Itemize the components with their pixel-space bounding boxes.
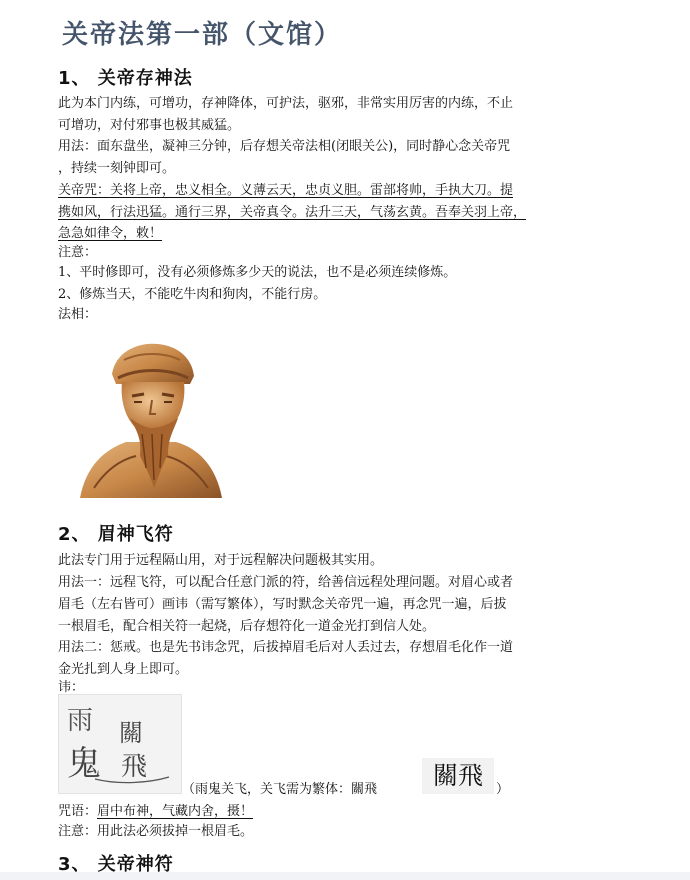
seal-char-rain: 雨 xyxy=(67,706,94,736)
handwritten-seal-image xyxy=(58,694,182,794)
section2-method1-line3: 一根眉毛，配合相关符一起烧，后存想符化一道金光打到信人处。 xyxy=(58,619,436,634)
document-title: 关帝法第一部（文馆） xyxy=(62,20,343,50)
section1-intro-line1: 此为本门内练，可增功，存神降体，可护法，驱邪，非常实用厉害的内练，不止 xyxy=(58,96,514,111)
section1-intro-line2: 可增功，对付邪事也极其威猛。 xyxy=(58,118,241,133)
section2-mantra-text: 咒语：眉中布神，气藏内舍，摄！ xyxy=(58,804,254,819)
section3-heading: 3、 关帝神符 xyxy=(58,854,174,872)
section1-heading: 1、 关帝存神法 xyxy=(58,68,193,89)
seal-caption: （雨鬼关飞，关飞需为繁体：關飛 xyxy=(182,782,378,797)
section1-mantra-line1: 关帝咒：关将上帝，忠义相全。义薄云天，忠贞义胆。雷部将帅，手执大刀。提 xyxy=(58,183,514,198)
section1-note-1: 1、平时修即可，没有必须修炼多少天的说法，也不是必须连续修炼。 xyxy=(58,265,457,280)
seal-char-fei: 飛 xyxy=(121,752,148,782)
section1-mantra-line3: 急急如律令，敕！ xyxy=(58,226,163,241)
section2-intro: 此法专门用于远程隔山用，对于远程解决问题极其实用。 xyxy=(58,553,384,568)
section1-method-line2: ，持续一刻钟即可。 xyxy=(58,161,176,176)
section2-heading: 2、 眉神飞符 xyxy=(58,524,174,545)
section2-note: 注意：用此法必须拔掉一根眉毛。 xyxy=(58,824,254,839)
section2-method1-line1: 用法一：远程飞符，可以配合任意门派的符，给善信远程处理问题。对眉心或者 xyxy=(58,575,514,590)
section2-method2-line2: 金光扎到人身上即可。 xyxy=(58,662,189,677)
traditional-chars-image: 關飛 xyxy=(422,758,494,794)
section1-method-line1: 用法：面东盘坐，凝神三分钟，后存想关帝法相(闭眼关公)，同时静心念关帝咒 xyxy=(58,139,511,154)
seal-caption-close: ） xyxy=(496,782,510,797)
section1-note-2: 2、修炼当天，不能吃牛肉和狗肉，不能行房。 xyxy=(58,287,327,302)
seal-char-ghost: 鬼 xyxy=(67,744,101,784)
section1-notes-label: 注意： xyxy=(58,245,98,260)
section2-mantra xyxy=(58,801,658,823)
section2-seal-label: 讳： xyxy=(58,680,85,695)
section1-image-label: 法相： xyxy=(58,307,98,322)
seal-char-guan: 關 xyxy=(119,719,143,747)
guan-gong-statue-image xyxy=(80,338,222,498)
section1-mantra-line2: 携如风，行法迅猛。通行三界，关帝真令。法升三天，气荡玄黄。吾奉关羽上帝， xyxy=(58,205,527,220)
section2-method1-line2: 眉毛（左右皆可）画讳（需写繁体），写时默念关帝咒一遍，再念咒一遍，后拔 xyxy=(58,597,507,612)
section2-method2-line1: 用法二：惩戒。也是先书讳念咒，后拔掉眉毛后对人丢过去，存想眉毛化作一道 xyxy=(58,640,514,655)
